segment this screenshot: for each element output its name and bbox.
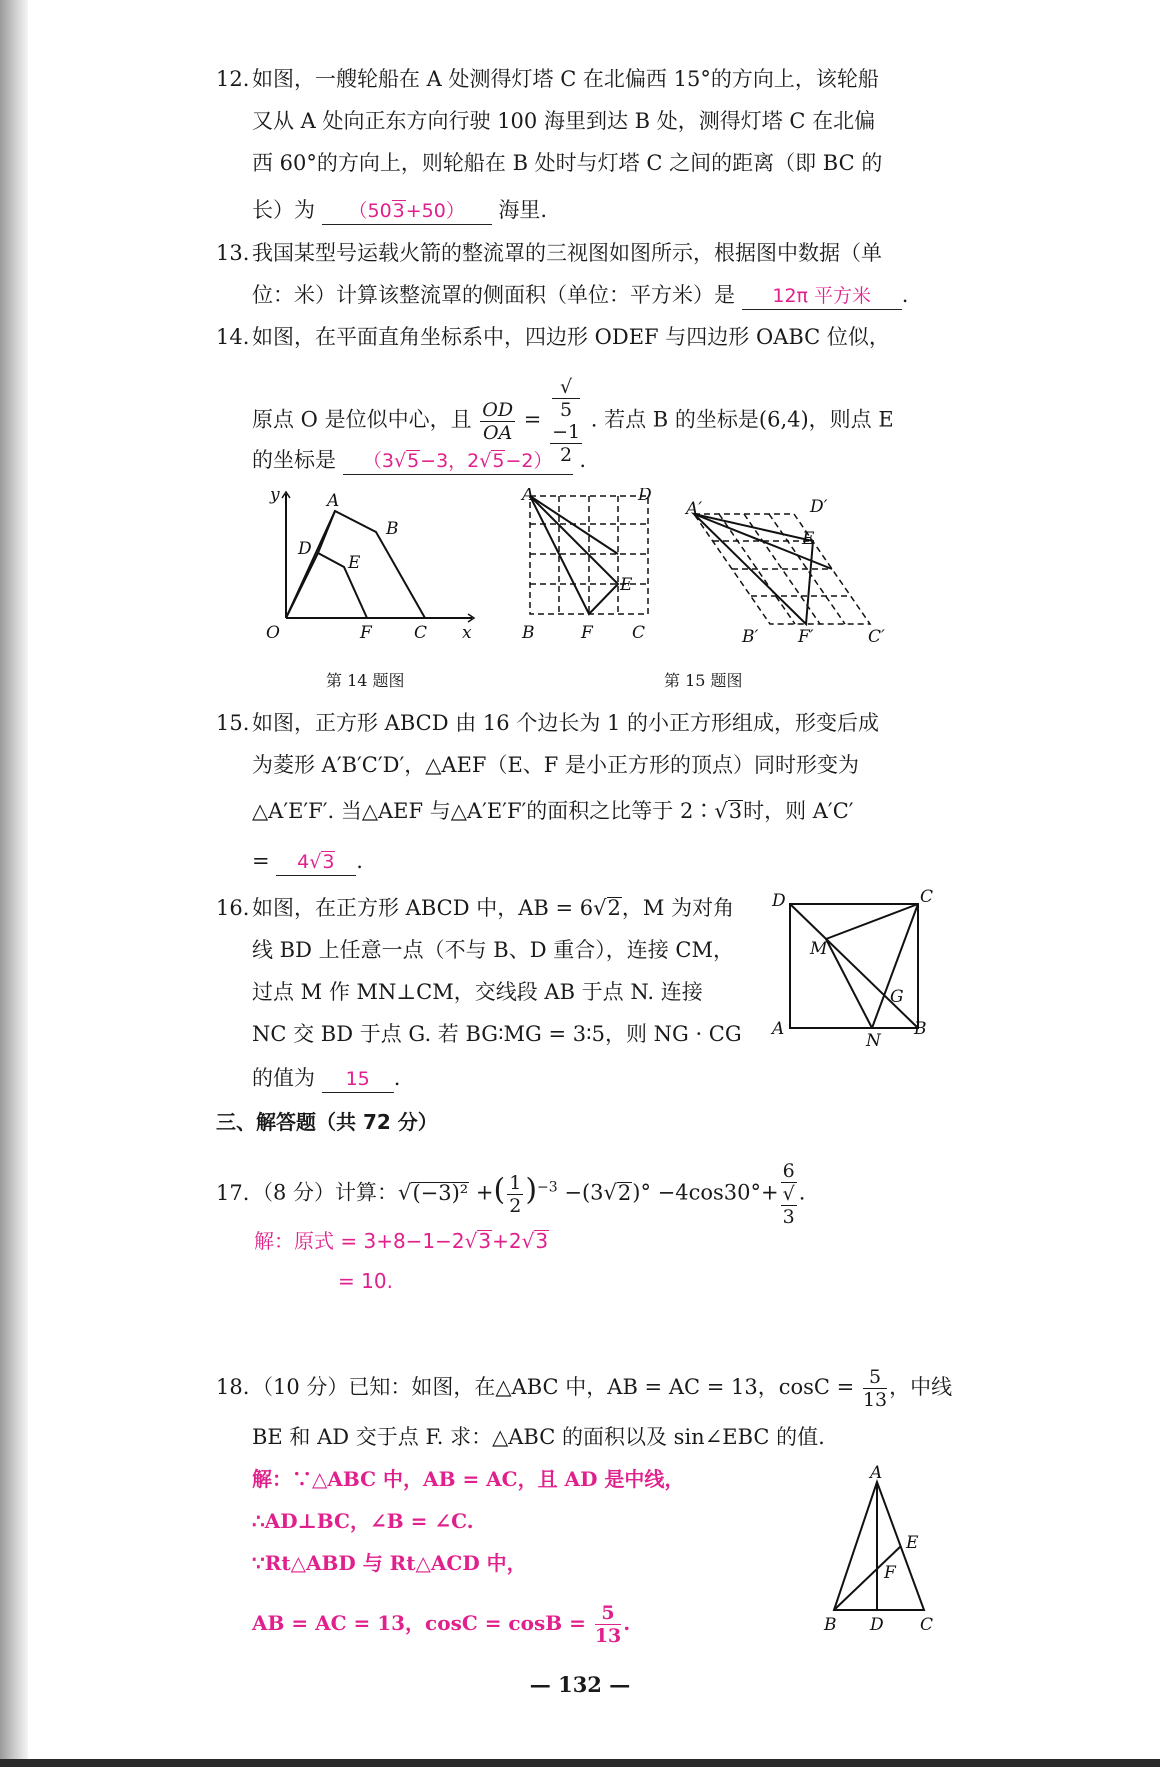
- svg-text:C: C: [414, 623, 428, 643]
- q16-line-1: 16. 如图，在正方形 ABCD 中，AB = 6√2，M 为对角: [216, 896, 735, 920]
- svg-text:C: C: [920, 887, 934, 907]
- svg-text:D′: D′: [810, 497, 828, 517]
- svg-text:E: E: [906, 1533, 919, 1553]
- q15-line-3: △A′E′F′. 当△AEF 与△A′E′F′的面积之比等于 2∶√3时，则 A′C′: [252, 799, 854, 823]
- svg-text:B: B: [824, 1615, 837, 1635]
- q15-line-4: = 4√3 .: [252, 846, 363, 876]
- q12-line-4: 长）为 （503+50） 海里.: [252, 195, 547, 225]
- q15-line-2: 为菱形 A′B′C′D′，△AEF（E、F 是小正方形的顶点）同时形变为: [252, 753, 860, 777]
- page-number: — 132 —: [529, 1672, 631, 1697]
- svg-text:F: F: [360, 623, 372, 643]
- q12-line-2: 又从 A 处向正东方向行驶 100 海里到达 B 处，测得灯塔 C 在北偏: [252, 109, 876, 133]
- svg-text:E: E: [348, 553, 361, 573]
- svg-text:A: A: [522, 488, 535, 505]
- q14-line-3: 的坐标是 （3√5−3，2√5−2） .: [252, 445, 586, 475]
- q17-line: 17. （8 分）计算：√(−3)² +( $\frac{1}{2}$ )$^{-3}$ −(3√2)° −4cos30°+ 6 √ 3 .: [216, 1160, 806, 1228]
- q14-line-1: 14. 如图，在平面直角坐标系中，四边形 ODEF 与四边形 OABC 位似，: [216, 325, 890, 349]
- q12-answer: （503+50）: [322, 197, 492, 225]
- svg-text:E: E: [802, 529, 815, 549]
- svg-text:B: B: [914, 1019, 927, 1039]
- figure-15-square: [518, 488, 658, 648]
- q17-solution-2: = 10.: [338, 1269, 393, 1293]
- figure-18: [814, 1464, 944, 1639]
- q16-answer: 15: [322, 1065, 394, 1093]
- figure-14: [262, 488, 480, 648]
- svg-text:M: M: [810, 939, 828, 959]
- svg-text:F′: F′: [798, 627, 814, 647]
- q18-solution-3: ∵Rt△ABD 与 Rt△ACD 中，: [252, 1551, 527, 1575]
- q17-solution-1: 解：原式 = 3+8−1−2√3+2√3: [254, 1229, 549, 1253]
- svg-text:B′: B′: [742, 627, 759, 647]
- svg-text:E: E: [620, 575, 633, 595]
- figure-16: [770, 884, 940, 1050]
- figure-15-rhombus: [682, 488, 892, 648]
- svg-text:A′: A′: [686, 499, 703, 519]
- q13-line-2: 位：米）计算该整流罩的侧面积（单位：平方米）是 12π 平方米 .: [252, 280, 908, 310]
- svg-text:D: D: [870, 1615, 884, 1635]
- svg-text:A: A: [327, 491, 340, 511]
- q12-line-1: 12. 如图，一艘轮船在 A 处测得灯塔 C 在北偏西 15°的方向上，该轮船: [216, 67, 879, 91]
- q18-solution-4: AB = AC = 13，cosC = cosB = $\frac{5}{13}$ .: [252, 1602, 631, 1647]
- q15-line-1: 15. 如图，正方形 ABCD 由 16 个边长为 1 的小正方形组成，形变后成: [216, 711, 880, 735]
- svg-text:x: x: [462, 623, 472, 643]
- q18-solution-1: 解：∵△ABC 中，AB = AC，且 AD 是中线，: [252, 1467, 685, 1491]
- q14-ratio-fraction: $\frac{OD}{OA}$: [482, 398, 514, 444]
- svg-text:O: O: [266, 623, 280, 643]
- svg-text:F: F: [884, 1563, 896, 1583]
- svg-text:G: G: [890, 987, 904, 1007]
- svg-text:A: A: [772, 1019, 785, 1039]
- q13-line-1: 13. 我国某型号运载火箭的整流罩的三视图如图所示，根据图中数据（单: [216, 241, 882, 265]
- q14-value-fraction: √ 5 −1 2: [552, 376, 581, 466]
- svg-text:N: N: [866, 1031, 881, 1050]
- caption-fig14: 第 14 题图: [326, 671, 405, 690]
- caption-fig15: 第 15 题图: [664, 671, 743, 690]
- q16-line-4: NC 交 BD 于点 G. 若 BG∶MG = 3∶5，则 NG · CG: [252, 1022, 742, 1046]
- q15-answer: 4√3: [276, 848, 356, 876]
- page-binding-shadow: [0, 0, 28, 1767]
- q18-solution-2: ∴AD⊥BC，∠B = ∠C.: [252, 1509, 474, 1533]
- q18-line-2: BE 和 AD 交于点 F. 求：△ABC 的面积以及 sin∠EBC 的值.: [252, 1425, 825, 1449]
- q13-answer: 12π 平方米: [742, 282, 902, 310]
- svg-text:C′: C′: [868, 627, 885, 647]
- q16-line-2: 线 BD 上任意一点（不与 B、D 重合），连接 CM，: [252, 938, 734, 962]
- section-3-heading: 三、解答题（共 72 分）: [216, 1110, 438, 1134]
- q16-line-3: 过点 M 作 MN⊥CM，交线段 AB 于点 N. 连接: [252, 980, 703, 1004]
- svg-text:D: D: [298, 539, 312, 559]
- svg-text:B: B: [522, 623, 535, 643]
- q14-line-2: 原点 O 是位似中心，且 $\frac{OD}{OA}$ = √ 5 −1 2 . 若点 B 的坐标是(6,4)，则点 E: [252, 376, 894, 466]
- q14-answer: （3√5−3，2√5−2）: [343, 447, 573, 475]
- svg-text:C: C: [920, 1615, 934, 1635]
- q16-line-5: 的值为 15 .: [252, 1063, 400, 1093]
- q12-line-3: 西 60°的方向上，则轮船在 B 处时与灯塔 C 之间的距离（即 BC 的: [252, 151, 883, 175]
- bottom-edge-bar: [0, 1759, 1160, 1767]
- svg-text:B: B: [386, 519, 399, 539]
- svg-text:A: A: [870, 1464, 883, 1483]
- q18-line-1: 18. （10 分）已知：如图，在△ABC 中，AB = AC = 13，cosC = $\frac{5}{13}$ ，中线: [216, 1366, 953, 1411]
- svg-text:D: D: [772, 891, 786, 911]
- svg-text:D: D: [638, 488, 652, 505]
- svg-text:F: F: [581, 623, 593, 643]
- svg-text:C: C: [632, 623, 646, 643]
- svg-text:y: y: [270, 488, 280, 505]
